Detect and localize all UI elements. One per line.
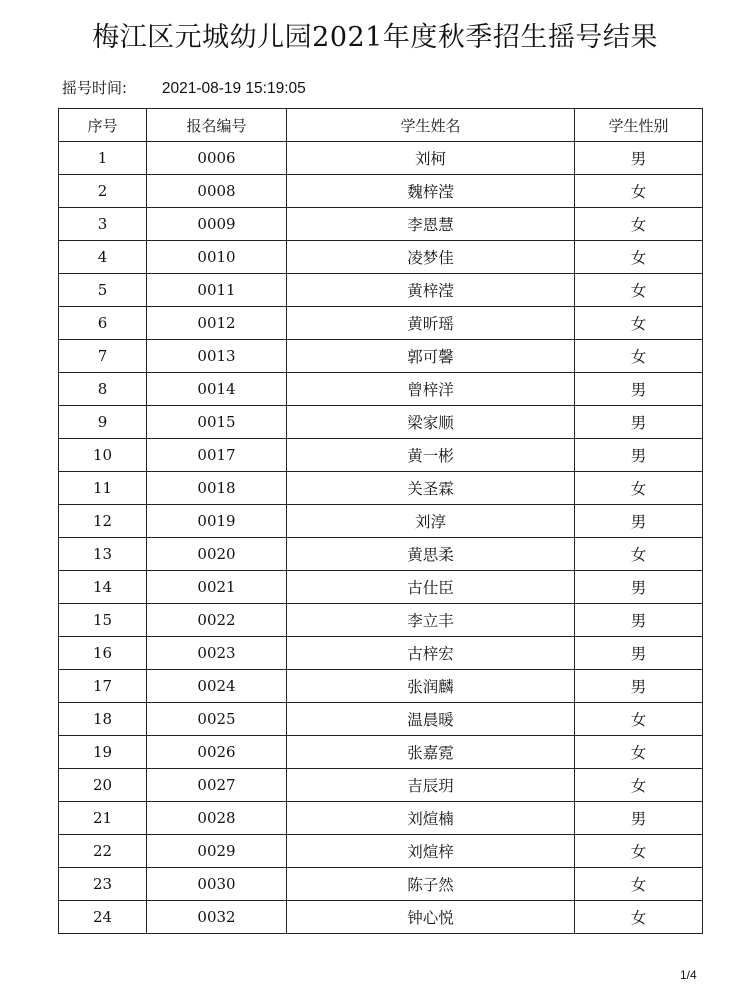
cell-student-name: 钟心悦 <box>287 901 575 934</box>
cell-student-name: 李恩慧 <box>287 208 575 241</box>
column-header-name: 学生姓名 <box>287 109 575 142</box>
cell-seq: 8 <box>59 373 147 406</box>
cell-seq: 16 <box>59 637 147 670</box>
cell-gender: 男 <box>575 571 703 604</box>
document-title: 梅江区元城幼儿园2021年度秋季招生摇号结果 <box>92 22 658 53</box>
cell-code: 0023 <box>147 637 287 670</box>
cell-gender: 男 <box>575 439 703 472</box>
table-row <box>59 406 703 439</box>
cell-student-name: 陈子然 <box>287 868 575 901</box>
cell-student-name: 梁家顺 <box>287 406 575 439</box>
cell-seq: 3 <box>59 208 147 241</box>
cell-seq: 20 <box>59 769 147 802</box>
cell-gender: 男 <box>575 373 703 406</box>
cell-code: 0010 <box>147 241 287 274</box>
cell-student-name: 黄昕瑶 <box>287 307 575 340</box>
cell-seq: 21 <box>59 802 147 835</box>
cell-code: 0018 <box>147 472 287 505</box>
cell-seq: 19 <box>59 736 147 769</box>
cell-code: 0008 <box>147 175 287 208</box>
cell-student-name: 黄思柔 <box>287 538 575 571</box>
cell-gender: 男 <box>575 604 703 637</box>
cell-code: 0030 <box>147 868 287 901</box>
cell-code: 0025 <box>147 703 287 736</box>
cell-code: 0006 <box>147 142 287 175</box>
table-row <box>59 703 703 736</box>
cell-code: 0015 <box>147 406 287 439</box>
cell-code: 0026 <box>147 736 287 769</box>
cell-student-name: 古仕臣 <box>287 571 575 604</box>
cell-student-name: 郭可馨 <box>287 340 575 373</box>
cell-seq: 6 <box>59 307 147 340</box>
admission-results-table <box>58 108 703 934</box>
cell-gender: 女 <box>575 901 703 934</box>
cell-student-name: 古梓宏 <box>287 637 575 670</box>
table-row <box>59 373 703 406</box>
draw-time <box>62 77 306 100</box>
table-row <box>59 835 703 868</box>
cell-student-name: 凌梦佳 <box>287 241 575 274</box>
table-row <box>59 769 703 802</box>
cell-seq: 24 <box>59 901 147 934</box>
cell-seq: 23 <box>59 868 147 901</box>
table-row <box>59 340 703 373</box>
cell-seq: 18 <box>59 703 147 736</box>
cell-gender: 女 <box>575 769 703 802</box>
cell-code: 0032 <box>147 901 287 934</box>
cell-student-name: 吉辰玥 <box>287 769 575 802</box>
table-header-row <box>59 109 703 142</box>
cell-student-name: 刘煊梓 <box>287 835 575 868</box>
table-row <box>59 637 703 670</box>
table-row <box>59 307 703 340</box>
cell-code: 0019 <box>147 505 287 538</box>
cell-seq: 12 <box>59 505 147 538</box>
cell-code: 0020 <box>147 538 287 571</box>
cell-code: 0009 <box>147 208 287 241</box>
table-row <box>59 901 703 934</box>
cell-student-name: 刘柯 <box>287 142 575 175</box>
table-row <box>59 604 703 637</box>
column-header-seq: 序号 <box>59 109 147 142</box>
page-indicator: 1/4 <box>680 968 697 982</box>
cell-seq: 4 <box>59 241 147 274</box>
cell-seq: 22 <box>59 835 147 868</box>
table-row <box>59 241 703 274</box>
table-row <box>59 439 703 472</box>
cell-seq: 5 <box>59 274 147 307</box>
cell-seq: 2 <box>59 175 147 208</box>
cell-gender: 女 <box>575 241 703 274</box>
cell-student-name: 刘煊楠 <box>287 802 575 835</box>
table-row <box>59 208 703 241</box>
cell-code: 0029 <box>147 835 287 868</box>
cell-gender: 男 <box>575 637 703 670</box>
cell-gender: 男 <box>575 142 703 175</box>
cell-student-name: 黄一彬 <box>287 439 575 472</box>
cell-seq: 1 <box>59 142 147 175</box>
cell-code: 0024 <box>147 670 287 703</box>
cell-code: 0011 <box>147 274 287 307</box>
cell-student-name: 刘淳 <box>287 505 575 538</box>
cell-code: 0013 <box>147 340 287 373</box>
cell-gender: 女 <box>575 538 703 571</box>
table-row <box>59 868 703 901</box>
cell-student-name: 张润麟 <box>287 670 575 703</box>
cell-code: 0027 <box>147 769 287 802</box>
draw-time-value: 2021-08-19 15:19:05 <box>161 80 306 97</box>
cell-gender: 女 <box>575 736 703 769</box>
table-row <box>59 670 703 703</box>
table-row <box>59 538 703 571</box>
cell-student-name: 温晨暖 <box>287 703 575 736</box>
cell-seq: 7 <box>59 340 147 373</box>
column-header-code: 报名编号 <box>147 109 287 142</box>
table-row <box>59 175 703 208</box>
cell-gender: 女 <box>575 472 703 505</box>
cell-gender: 男 <box>575 406 703 439</box>
cell-gender: 男 <box>575 505 703 538</box>
cell-code: 0021 <box>147 571 287 604</box>
cell-seq: 13 <box>59 538 147 571</box>
cell-student-name: 黄梓滢 <box>287 274 575 307</box>
cell-gender: 女 <box>575 868 703 901</box>
cell-gender: 男 <box>575 670 703 703</box>
cell-student-name: 关圣霖 <box>287 472 575 505</box>
cell-gender: 女 <box>575 208 703 241</box>
cell-code: 0022 <box>147 604 287 637</box>
cell-code: 0012 <box>147 307 287 340</box>
table-row <box>59 571 703 604</box>
cell-code: 0014 <box>147 373 287 406</box>
cell-student-name: 李立丰 <box>287 604 575 637</box>
cell-gender: 女 <box>575 340 703 373</box>
table-body <box>59 142 703 934</box>
table-row <box>59 142 703 175</box>
cell-gender: 男 <box>575 802 703 835</box>
table-row <box>59 736 703 769</box>
cell-gender: 女 <box>575 175 703 208</box>
draw-time-label: 摇号时间: <box>62 79 128 97</box>
cell-student-name: 曾梓洋 <box>287 373 575 406</box>
cell-seq: 15 <box>59 604 147 637</box>
cell-code: 0028 <box>147 802 287 835</box>
cell-seq: 9 <box>59 406 147 439</box>
cell-seq: 14 <box>59 571 147 604</box>
table-row <box>59 472 703 505</box>
cell-student-name: 魏梓滢 <box>287 175 575 208</box>
cell-gender: 女 <box>575 274 703 307</box>
table-row <box>59 802 703 835</box>
cell-code: 0017 <box>147 439 287 472</box>
column-header-gender: 学生性别 <box>575 109 703 142</box>
cell-gender: 女 <box>575 703 703 736</box>
cell-seq: 17 <box>59 670 147 703</box>
cell-gender: 女 <box>575 307 703 340</box>
cell-gender: 女 <box>575 835 703 868</box>
table-row <box>59 505 703 538</box>
table-row <box>59 274 703 307</box>
cell-student-name: 张嘉霓 <box>287 736 575 769</box>
cell-seq: 11 <box>59 472 147 505</box>
cell-seq: 10 <box>59 439 147 472</box>
